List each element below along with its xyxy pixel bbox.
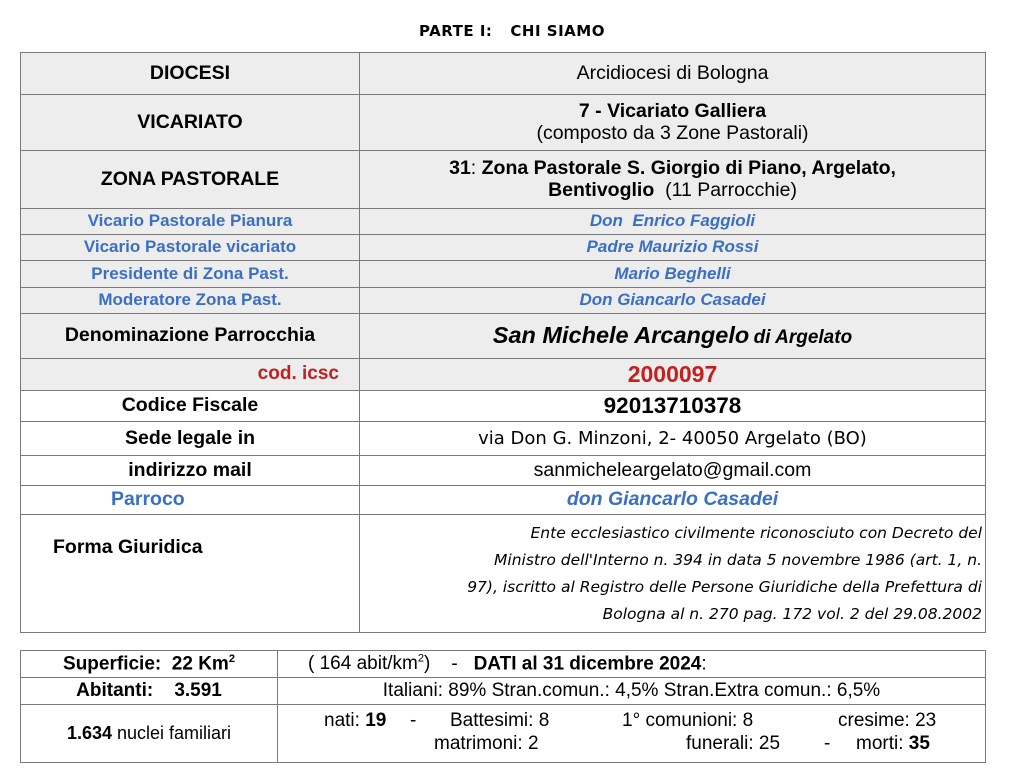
moderatore-label: Moderatore Zona Past. (21, 288, 360, 314)
vicariato-value (360, 95, 986, 151)
forma-value (360, 515, 986, 633)
forma-line: 97), iscritto al Registro delle Persone Giuridiche della Prefettura di (467, 577, 982, 596)
row-mail (21, 456, 986, 486)
vicario-vicariato-label: Vicario Pastorale vicariato (21, 235, 360, 261)
dati-colon: : (701, 653, 707, 675)
row-parrocchia (21, 314, 986, 359)
row-superficie (21, 651, 986, 678)
presidente-label: Presidente di Zona Past. (21, 261, 360, 288)
diocesi-label: DIOCESI (21, 53, 360, 95)
forma-line: Bologna al n. 270 pag. 172 vol. 2 del 29.08.2002 (602, 604, 982, 623)
dati-label: DATI al 31 dicembre 2024 (473, 653, 702, 675)
superficie-cell (21, 651, 278, 678)
zona-number: 31 (449, 157, 471, 180)
parrocchia-value (360, 314, 986, 359)
mail-value: sanmicheleargelato@gmail.com (360, 456, 986, 486)
parish-info-table (20, 52, 986, 633)
zona-label: ZONA PASTORALE (21, 151, 360, 209)
events-cell (278, 705, 986, 763)
abitanti-cell (21, 678, 278, 705)
nati-sep: - (410, 709, 417, 731)
row-icsc (21, 359, 986, 391)
row-vicario-pianura (21, 209, 986, 235)
row-vicariato (21, 95, 986, 151)
vicariato-name: 7 - Vicariato Galliera (578, 100, 767, 123)
parroco-value: don Giancarlo Casadei (360, 486, 986, 515)
vicariato-label: VICARIATO (21, 95, 360, 151)
battesimi: Battesimi: 8 (450, 709, 550, 731)
events-line-1 (278, 709, 985, 734)
zona-value (360, 151, 986, 209)
presidente-value: Mario Beghelli (360, 261, 986, 288)
sede-value: via Don G. Minzoni, 2- 40050 Argelato (BO) (360, 422, 986, 456)
superficie-label: Superficie: (63, 653, 162, 675)
dati-cell (278, 651, 986, 678)
zona-name-line1: Zona Pastorale S. Giorgio di Piano, Argelato, (476, 157, 896, 180)
moderatore-value: Don Giancarlo Casadei (360, 288, 986, 314)
composition-value: Italiani: 89% Stran.comun.: 4,5% Stran.Extra comun.: 6,5% (278, 678, 986, 705)
icsc-value: 2000097 (360, 359, 986, 391)
row-zona (21, 151, 986, 209)
cf-label: Codice Fiscale (21, 391, 360, 422)
row-sede (21, 422, 986, 456)
row-presidente (21, 261, 986, 288)
vicario-pianura-label: Vicario Pastorale Pianura (21, 209, 360, 235)
density: ( 164 abit/$km^2$) (308, 652, 431, 675)
morti: morti: 35 (856, 732, 930, 754)
nuclei-cell (21, 705, 278, 763)
row-parroco (21, 486, 986, 515)
row-nuclei (21, 705, 986, 763)
vicario-pianura-value: Don Enrico Faggioli (360, 209, 986, 235)
row-cf (21, 391, 986, 422)
row-diocesi (21, 53, 986, 95)
parrocchia-label: Denominazione Parrocchia (21, 314, 360, 359)
nati: nati: 19 (324, 709, 387, 731)
dati-dash: - (451, 653, 458, 675)
superficie-value: 22 Km (171, 653, 229, 675)
row-forma (21, 515, 986, 633)
cf-value: 92013710378 (360, 391, 986, 422)
forma-line: Ente ecclesiastico civilmente riconosciuto con Decreto del (530, 523, 982, 542)
zona-sep: : (470, 157, 477, 180)
diocesi-value: Arcidiocesi di Bologna (360, 53, 986, 95)
morti-sep: - (824, 732, 831, 754)
page-title (0, 22, 1024, 40)
parrocchia-suffix: di Argelato (753, 327, 853, 349)
part-name: CHI SIAMO (510, 22, 605, 40)
row-abitanti (21, 678, 986, 705)
forma-label: Forma Giuridica (21, 515, 360, 633)
vicariato-note: (composto da 3 Zone Pastorali) (536, 121, 809, 144)
nuclei-value: 1.634 (66, 722, 112, 743)
row-vicario-vicariato (21, 235, 986, 261)
sede-label: Sede legale in (21, 422, 360, 456)
abitanti-value: 3.591 (174, 679, 222, 701)
part-label: PARTE I: (419, 22, 493, 40)
nuclei-label: nuclei familiari (117, 722, 232, 743)
matrimoni: matrimoni: 2 (434, 732, 539, 754)
mail-label: indirizzo mail (21, 456, 360, 486)
superficie-exp: 2 (228, 652, 235, 665)
zona-count: (11 Parrocchie) (665, 178, 797, 201)
icsc-label: cod. icsc (21, 359, 360, 391)
vicario-vicariato-value: Padre Maurizio Rossi (360, 235, 986, 261)
cresime: cresime: 23 (838, 709, 937, 731)
events-line-2 (278, 734, 985, 759)
parrocchia-name: San Michele Arcangelo (492, 322, 750, 349)
parroco-label: Parroco (21, 486, 360, 515)
zona-name-line2: Bentivoglio (548, 178, 655, 201)
row-moderatore (21, 288, 986, 314)
abitanti-label: Abitanti: (76, 679, 154, 701)
forma-line: Ministro dell'Interno n. 394 in data 5 novembre 1986 (art. 1, n. (494, 550, 982, 569)
funerali: funerali: 25 (686, 732, 781, 754)
comunioni: 1° comunioni: 8 (622, 709, 754, 731)
statistics-table (20, 650, 986, 763)
